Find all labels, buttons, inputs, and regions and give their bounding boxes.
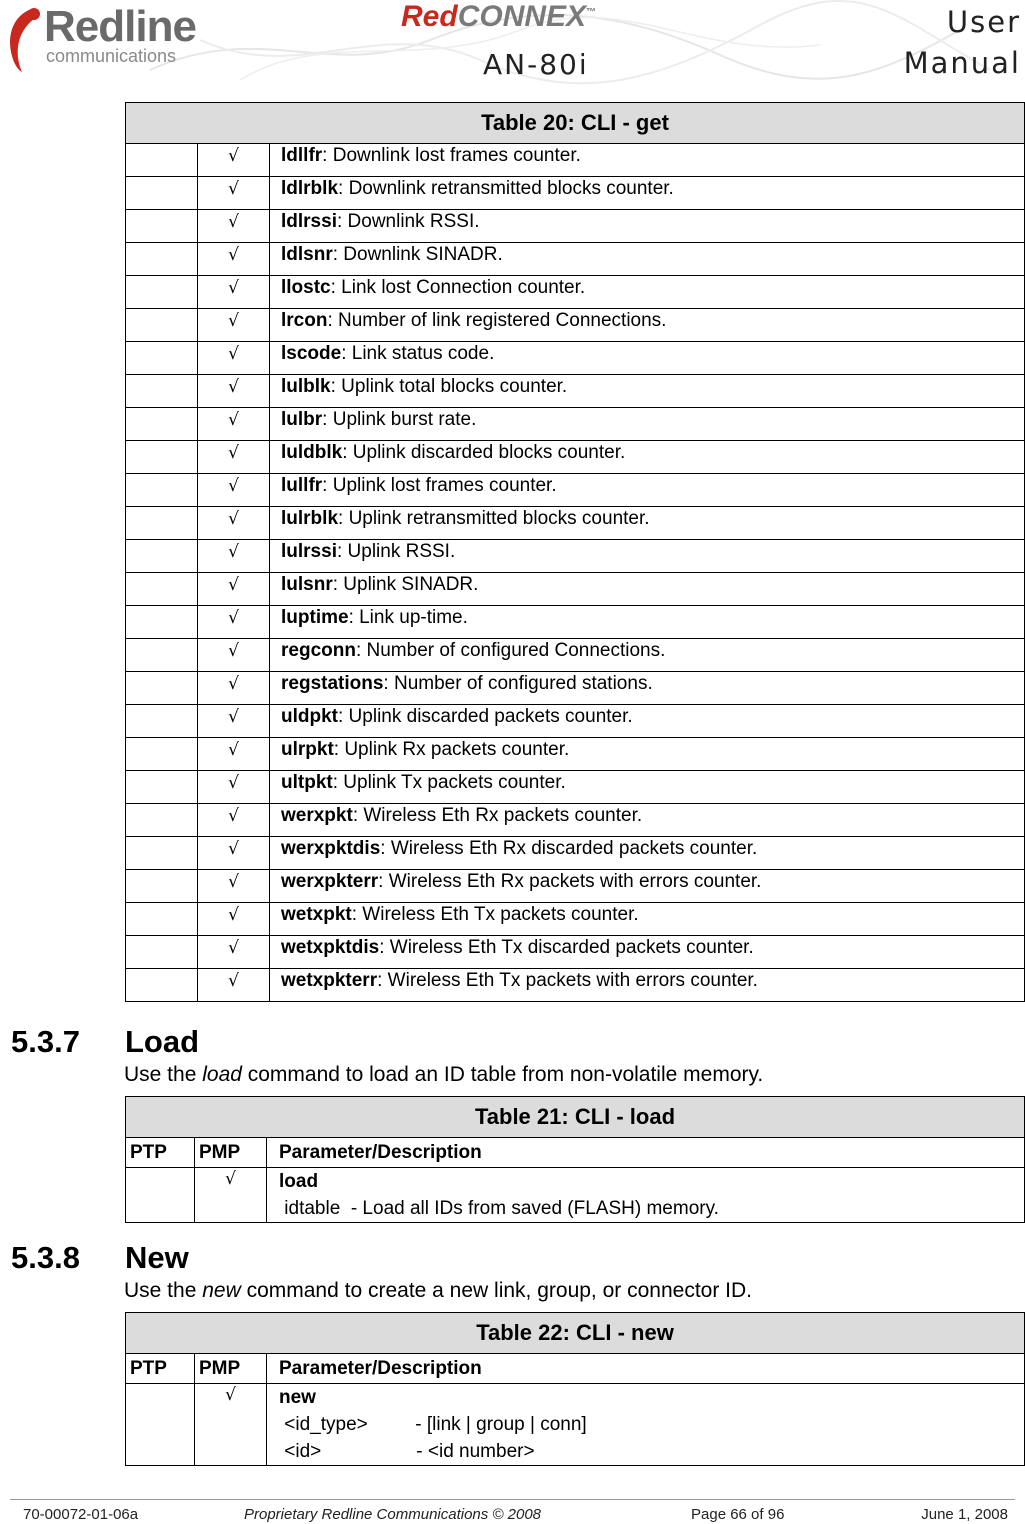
table-row: [126, 1384, 1025, 1466]
command-name: ldllfr: [281, 145, 323, 166]
pmp-cell: [198, 210, 270, 243]
command-description: : Uplink Rx packets counter.: [333, 739, 570, 760]
pmp-cell: [198, 606, 270, 639]
description-cell: [270, 639, 1025, 672]
table-caption: Table 21: CLI - load: [126, 1097, 1025, 1138]
check-icon: √: [228, 773, 239, 793]
check-icon: √: [228, 971, 239, 991]
table-row: [126, 375, 1025, 408]
param-line: <id> - <id number>: [279, 1441, 535, 1462]
command-description: : Uplink discarded packets counter.: [338, 706, 633, 727]
ptp-cell: [126, 243, 198, 276]
ptp-cell: [126, 540, 198, 573]
col-pmp: PMP: [195, 1138, 267, 1168]
command-description: : Link status code.: [341, 343, 495, 364]
table-row: [126, 837, 1025, 870]
pmp-cell: [198, 474, 270, 507]
command-description: : Downlink SINADR.: [332, 244, 503, 265]
command-description: : Uplink total blocks counter.: [330, 376, 568, 397]
ptp-cell: [126, 672, 198, 705]
product-grey: CONNEX: [457, 0, 587, 33]
check-icon: √: [225, 1385, 236, 1405]
page-header: [0, 0, 1025, 88]
ptp-cell: [126, 474, 198, 507]
param-line: idtable - Load all IDs from saved (FLASH) memory.: [279, 1198, 719, 1219]
description-cell: [270, 144, 1025, 177]
check-icon: √: [228, 542, 239, 562]
table-row: [126, 540, 1025, 573]
footer-page-number: Page 66 of 96: [691, 1506, 785, 1523]
doc-type-line2: Manual: [903, 46, 1021, 80]
check-icon: √: [228, 707, 239, 727]
table-row: [126, 639, 1025, 672]
table-row: [126, 606, 1025, 639]
command-description: : Uplink lost frames counter.: [322, 475, 557, 496]
table-row: [126, 573, 1025, 606]
body-command-em: load: [202, 1063, 242, 1086]
product-model: AN-80i: [483, 48, 589, 81]
ptp-cell: [126, 936, 198, 969]
check-icon: √: [228, 608, 239, 628]
pmp-cell: [198, 837, 270, 870]
pmp-cell: [195, 1168, 267, 1223]
check-icon: √: [228, 740, 239, 760]
table-row: [126, 738, 1025, 771]
ptp-cell: [126, 276, 198, 309]
command-description: : Uplink discarded blocks counter.: [342, 442, 626, 463]
check-icon: √: [228, 476, 239, 496]
check-icon: √: [228, 872, 239, 892]
command-name: lulrssi: [281, 541, 337, 562]
pmp-cell: [198, 738, 270, 771]
check-icon: √: [228, 575, 239, 595]
command-name: wetxpkterr: [281, 970, 378, 991]
pmp-cell: [198, 375, 270, 408]
ptp-cell: [126, 144, 198, 177]
command-name: lrcon: [281, 310, 328, 331]
ptp-cell: [126, 837, 198, 870]
table-row: [126, 1168, 1025, 1223]
command-name: ldlrssi: [281, 211, 337, 232]
command-description: : Uplink Tx packets counter.: [332, 772, 566, 793]
check-icon: √: [228, 212, 239, 232]
pmp-cell: [198, 540, 270, 573]
section-number: 5.3.8: [11, 1240, 80, 1275]
ptp-cell: [126, 606, 198, 639]
table-row: [126, 177, 1025, 210]
command-name: werxpktdis: [281, 838, 381, 859]
check-icon: √: [228, 905, 239, 925]
pmp-cell: [198, 144, 270, 177]
doc-type: [821, 2, 1021, 84]
footer-doc-code: 70-00072-01-06a: [23, 1506, 139, 1523]
table-row: [126, 144, 1025, 177]
param-cell: [267, 1168, 1025, 1223]
ptp-cell: [126, 507, 198, 540]
command-name: luldblk: [281, 442, 343, 463]
command-description: : Link up-time.: [348, 607, 468, 628]
command-name: ulrpkt: [281, 739, 334, 760]
command-description: : Number of configured Connections.: [355, 640, 666, 661]
ptp-cell: [126, 903, 198, 936]
ptp-cell: [126, 309, 198, 342]
description-cell: [270, 837, 1025, 870]
table-row: [126, 870, 1025, 903]
table-row: [126, 210, 1025, 243]
doc-type-line1: User: [946, 5, 1021, 39]
table-row: [126, 309, 1025, 342]
brand-sub: communications: [46, 46, 177, 66]
command-name: ldlrblk: [281, 178, 339, 199]
description-cell: [270, 507, 1025, 540]
command-name: lulsnr: [281, 574, 333, 595]
check-icon: √: [228, 179, 239, 199]
table-row: [126, 771, 1025, 804]
param-cell: [267, 1384, 1025, 1466]
trademark: ™: [586, 7, 597, 18]
pmp-cell: [198, 639, 270, 672]
command-description: : Wireless Eth Tx packets counter.: [351, 904, 639, 925]
description-cell: [270, 771, 1025, 804]
description-cell: [270, 870, 1025, 903]
ptp-cell: [126, 1168, 195, 1223]
pmp-cell: [198, 672, 270, 705]
description-cell: [270, 375, 1025, 408]
description-cell: [270, 705, 1025, 738]
ptp-cell: [126, 705, 198, 738]
ptp-cell: [126, 342, 198, 375]
command-description: : Number of link registered Connections.: [327, 310, 667, 331]
section-heading-load: [11, 1024, 199, 1060]
table-caption: Table 22: CLI - new: [126, 1313, 1025, 1354]
command-name: werxpkterr: [281, 871, 379, 892]
brand-main: Redline: [44, 2, 196, 51]
description-cell: [270, 804, 1025, 837]
command-name: lullfr: [281, 475, 323, 496]
check-icon: √: [228, 410, 239, 430]
ptp-cell: [126, 408, 198, 441]
redconnex-logo: [401, 0, 596, 34]
table-cli-get: [125, 102, 1025, 1002]
command-description: : Number of configured stations.: [383, 673, 653, 694]
command-name: ldlsnr: [281, 244, 333, 265]
description-cell: [270, 243, 1025, 276]
command-description: : Downlink retransmitted blocks counter.: [338, 178, 674, 199]
command-description: : Wireless Eth Rx packets with errors counter.: [378, 871, 762, 892]
body-text-part: Use the: [124, 1063, 203, 1086]
check-icon: √: [225, 1169, 236, 1189]
ptp-cell: [126, 210, 198, 243]
description-cell: [270, 441, 1025, 474]
command-name: lulblk: [281, 376, 331, 397]
pmp-cell: [198, 804, 270, 837]
ptp-cell: [126, 1384, 195, 1466]
table-row: [126, 342, 1025, 375]
table-row: [126, 507, 1025, 540]
description-cell: [270, 606, 1025, 639]
check-icon: √: [228, 806, 239, 826]
section-body-new: [124, 1279, 752, 1303]
pmp-cell: [198, 342, 270, 375]
col-ptp: PTP: [126, 1354, 195, 1384]
description-cell: [270, 969, 1025, 1002]
table-cli-load: [125, 1096, 1025, 1223]
table-row: [126, 969, 1025, 1002]
table-row: [126, 243, 1025, 276]
pmp-cell: [198, 771, 270, 804]
command-description: : Downlink lost frames counter.: [322, 145, 581, 166]
param-line: <id_type> - [link | group | conn]: [279, 1414, 587, 1435]
pmp-cell: [198, 870, 270, 903]
table-row: [126, 672, 1025, 705]
check-icon: √: [228, 839, 239, 859]
description-cell: [270, 738, 1025, 771]
ptp-cell: [126, 738, 198, 771]
pmp-cell: [198, 243, 270, 276]
col-ptp: PTP: [126, 1138, 195, 1168]
command-name: uldpkt: [281, 706, 338, 727]
section-title: Load: [125, 1024, 200, 1059]
command-description: : Downlink RSSI.: [336, 211, 480, 232]
ptp-cell: [126, 375, 198, 408]
command-name: luptime: [281, 607, 349, 628]
command-description: : Wireless Eth Tx discarded packets counter.: [379, 937, 754, 958]
description-cell: [270, 210, 1025, 243]
description-cell: [270, 408, 1025, 441]
description-cell: [270, 276, 1025, 309]
command-name: werxpkt: [281, 805, 353, 826]
command-name: load: [279, 1171, 319, 1192]
section-heading-new: [11, 1240, 189, 1276]
description-cell: [270, 177, 1025, 210]
pmp-cell: [198, 441, 270, 474]
check-icon: √: [228, 641, 239, 661]
check-icon: √: [228, 674, 239, 694]
section-title: New: [125, 1240, 189, 1275]
table-row: [126, 936, 1025, 969]
command-description: : Uplink RSSI.: [336, 541, 456, 562]
table-row: [126, 474, 1025, 507]
check-icon: √: [228, 938, 239, 958]
pmp-cell: [198, 309, 270, 342]
ptp-cell: [126, 969, 198, 1002]
table-row: [126, 408, 1025, 441]
table-row: [126, 705, 1025, 738]
command-description: : Wireless Eth Rx packets counter.: [352, 805, 643, 826]
pmp-cell: [198, 903, 270, 936]
check-icon: √: [228, 377, 239, 397]
description-cell: [270, 474, 1025, 507]
command-description: : Uplink SINADR.: [332, 574, 479, 595]
table-row: [126, 903, 1025, 936]
check-icon: √: [228, 146, 239, 166]
body-command-em: new: [202, 1279, 241, 1302]
command-name: lulbr: [281, 409, 323, 430]
footer-proprietary: Proprietary Redline Communications © 2008: [244, 1506, 542, 1523]
description-cell: [270, 903, 1025, 936]
check-icon: √: [228, 344, 239, 364]
pmp-cell: [198, 573, 270, 606]
command-description: : Uplink burst rate.: [322, 409, 477, 430]
pmp-cell: [198, 969, 270, 1002]
description-cell: [270, 342, 1025, 375]
description-cell: [270, 309, 1025, 342]
body-text-part: command to create a new link, group, or connector ID.: [240, 1279, 752, 1302]
section-number: 5.3.7: [11, 1024, 80, 1059]
pmp-cell: [198, 408, 270, 441]
description-cell: [270, 936, 1025, 969]
command-description: : Wireless Eth Tx packets with errors counter.: [377, 970, 758, 991]
command-name: wetxpktdis: [281, 937, 380, 958]
pmp-cell: [198, 705, 270, 738]
check-icon: √: [228, 311, 239, 331]
check-icon: √: [228, 443, 239, 463]
command-name: llostc: [281, 277, 331, 298]
command-description: : Uplink retransmitted blocks counter.: [338, 508, 650, 529]
section-body-load: [124, 1063, 763, 1087]
command-name: regstations: [281, 673, 384, 694]
body-text-part: Use the: [124, 1279, 203, 1302]
check-icon: √: [228, 509, 239, 529]
pmp-cell: [198, 507, 270, 540]
check-icon: √: [228, 245, 239, 265]
table-caption: Table 20: CLI - get: [126, 103, 1025, 144]
ptp-cell: [126, 573, 198, 606]
body-text-part: command to load an ID table from non-volatile memory.: [241, 1063, 764, 1086]
ptp-cell: [126, 870, 198, 903]
table-row: [126, 276, 1025, 309]
ptp-cell: [126, 804, 198, 837]
footer-rule: [10, 1499, 1015, 1500]
table-cli-new: [125, 1312, 1025, 1466]
footer-date: June 1, 2008: [921, 1506, 1008, 1523]
col-param: Parameter/Description: [267, 1354, 1025, 1384]
check-icon: √: [228, 278, 239, 298]
ptp-cell: [126, 639, 198, 672]
command-name: wetxpkt: [281, 904, 352, 925]
command-name: regconn: [281, 640, 356, 661]
description-cell: [270, 573, 1025, 606]
pmp-cell: [198, 936, 270, 969]
table-row: [126, 804, 1025, 837]
command-name: lscode: [281, 343, 342, 364]
description-cell: [270, 672, 1025, 705]
redline-swoosh-icon: [4, 4, 48, 74]
command-name: lulrblk: [281, 508, 339, 529]
description-cell: [270, 540, 1025, 573]
ptp-cell: [126, 771, 198, 804]
command-name: new: [279, 1387, 316, 1408]
col-param: Parameter/Description: [267, 1138, 1025, 1168]
product-red: Red: [401, 0, 458, 33]
pmp-cell: [198, 177, 270, 210]
command-description: : Wireless Eth Rx discarded packets counter.: [380, 838, 758, 859]
col-pmp: PMP: [195, 1354, 267, 1384]
pmp-cell: [195, 1384, 267, 1466]
ptp-cell: [126, 441, 198, 474]
ptp-cell: [126, 177, 198, 210]
command-description: : Link lost Connection counter.: [330, 277, 586, 298]
table-row: [126, 441, 1025, 474]
pmp-cell: [198, 276, 270, 309]
command-name: ultpkt: [281, 772, 333, 793]
